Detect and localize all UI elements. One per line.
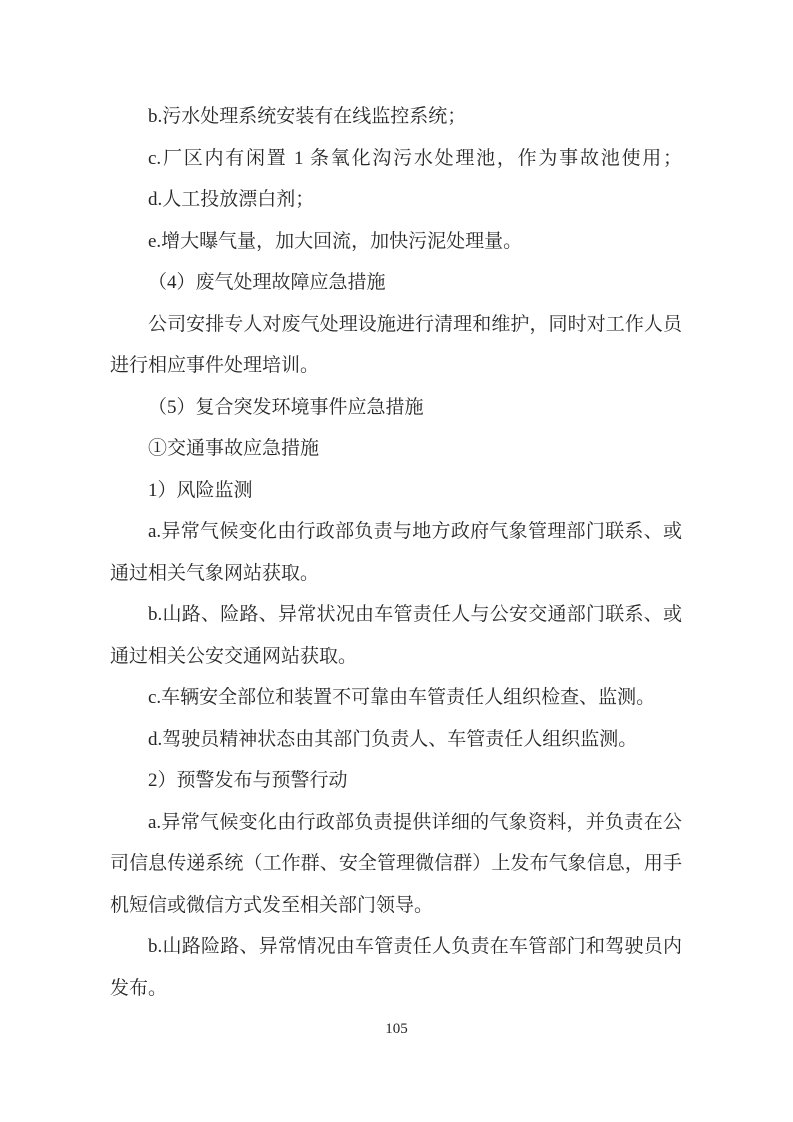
heading-5-composite-emergency: （5）复合突发环境事件应急措施: [148, 396, 424, 418]
heading-4-waste-gas-emergency: （4）废气处理故障应急措施: [148, 272, 386, 293]
paragraph-b-road-conditions: b.山路、险路、异常状况由车管责任人与公安交通部门联系、或通过相关公安交通网站获取。: [110, 604, 682, 667]
heading-1-risk-monitoring: 1）风险监测: [148, 479, 253, 501]
paragraph-item-e-aeration: e.增大曝气量，加大回流，加快污泥处理量。: [148, 230, 523, 252]
heading-2-warning-release: 2）预警发布与预警行动: [148, 770, 348, 791]
paragraph-waste-gas-maintenance: 公司安排专人对废气处理设施进行清理和维护，同时对工作人员进行相应事件处理培训。: [110, 313, 682, 376]
paragraph-a-weather-monitoring: a.异常气候变化由行政部负责与地方政府气象管理部门联系、或通过相关气象网站获取。: [110, 521, 682, 584]
paragraph-c-vehicle-safety: c.车辆安全部位和装置不可靠由车管责任人组织检查、监测。: [148, 687, 656, 708]
page-number: 105: [385, 1021, 408, 1037]
paragraph-item-d-bleach: d.人工投放漂白剂；: [148, 189, 315, 210]
heading-circle1-traffic-accident: ①交通事故应急措施: [148, 438, 320, 459]
text-content: [110, 96, 682, 1009]
paragraph-item-b-sewage-monitor: b.污水处理系统安装有在线监控系统；: [148, 106, 467, 127]
paragraph-item-c-oxidation-ditch: c.厂区内有闲置 1 条氧化沟污水处理池，作为事故池使用；: [148, 147, 682, 169]
paragraph-a-weather-warning: a.异常气候变化由行政部负责提供详细的气象资料，并负责在公司信息传递系统（工作群、安全管理微信群）上发布气象信息，用手机短信或微信方式发至相关部门领导。: [110, 811, 682, 916]
paragraph-b-road-warning: b.山路险路、异常情况由车管责任人负责在车管部门和驾驶员内发布。: [110, 936, 682, 999]
paragraph-d-driver-condition: d.驾驶员精神状态由其部门负责人、车管责任人组织监测。: [148, 728, 638, 750]
